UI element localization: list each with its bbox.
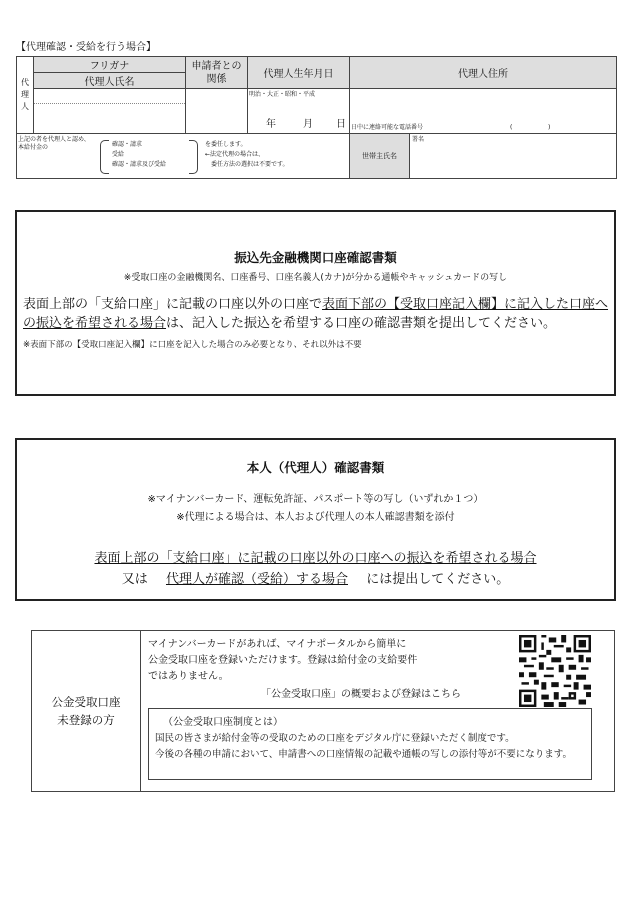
day-label: 日 — [336, 119, 346, 130]
id-line2-suffix: には提出してください。 — [366, 572, 510, 587]
id-line2-prefix: 又は — [121, 572, 148, 587]
name-label: 代理人氏名 — [34, 73, 186, 89]
public-account-table — [31, 630, 615, 792]
system-title: （公金受取口座制度とは） — [163, 717, 283, 728]
address-label: 代理人住所 — [350, 57, 617, 89]
id-box-line1 — [17, 547, 614, 566]
id-line2-underlined: 代理人が確認（受給）する場合 — [165, 572, 348, 587]
birthdate-input[interactable] — [248, 89, 350, 134]
public-account-left-label: 公金受取口座 未登録の方 — [32, 631, 141, 792]
agent-section-heading: 【代理確認・受給を行う場合】 — [16, 42, 156, 53]
signature-input[interactable] — [410, 134, 617, 179]
relation-input[interactable] — [186, 89, 248, 134]
bank-box-note: ※受取口座の金融機関名、口座番号、口座名義人(カナ)が分かる通帳やキャッシュカードの写し — [123, 273, 508, 283]
year-label: 年 — [266, 119, 276, 130]
bank-box-body — [23, 295, 610, 333]
furigana-label: フリガナ — [34, 57, 186, 73]
public-account-link[interactable]: 「公金受取口座」の概要および登録はこちら — [261, 689, 461, 700]
id-box-title: 本人（代理人）確認書類 — [246, 460, 385, 475]
delegation-cell — [17, 134, 350, 179]
bank-document-box — [15, 210, 616, 396]
system-explanation-box — [148, 708, 592, 780]
birthdate-label: 代理人生年月日 — [248, 57, 350, 89]
delegation-bracket-right — [189, 140, 198, 174]
delegation-intro: 上記の者を代理人と認め、 本給付金の — [18, 136, 90, 151]
bank-body-part2: 表面下部の【受取口座記入欄】に記入した口座への振込を希望される場合 — [23, 297, 609, 331]
relation-label: 申請者との 関係 — [186, 57, 248, 89]
phone-paren-close: ) — [548, 124, 551, 131]
mynaportal-text: マイナンバーカードがあれば、マイナポータルから簡単に 公金受取口座を登録いただけます。登録は給付金の支給要件 ではありません。 — [148, 639, 418, 682]
bank-body-part3: は、記入した振込を希望する口座の確認書類を提出してください。 — [166, 316, 557, 331]
household-head-label: 世帯主氏名 — [350, 134, 410, 179]
signature-label: 署名 — [412, 136, 425, 143]
delegation-note: を委任します。 ←法定代理の場合は、 委任方法の選択は不要です。 — [205, 141, 289, 168]
id-document-box — [15, 438, 616, 601]
phone-label: 日中に連絡可能な電話番号 — [351, 124, 424, 131]
furigana-input[interactable] — [34, 89, 185, 104]
address-input[interactable] — [350, 89, 617, 134]
phone-paren-open: ( — [510, 124, 513, 131]
bank-box-title: 振込先金融機関口座確認書類 — [234, 250, 397, 265]
bank-box-footnote: ※表面下部の【受取口座記入欄】に口座を記入した場合のみ必要となり、それ以外は不要 — [23, 340, 362, 350]
system-text: 国民の皆さまが給付金等の受取のための口座をデジタル庁に登録いただく制度です。 今後の各種の申請において、申請書への口座情報の記載や通帳の写しの添付等が不要になります。 — [155, 733, 573, 760]
agent-name-input[interactable] — [34, 89, 186, 134]
delegation-bracket-left — [100, 140, 109, 174]
id-line1-text: 表面上部の「支給口座」に記載の口座以外の口座への振込を希望される場合 — [94, 551, 537, 566]
delegation-options[interactable]: 確認・請求 受給 確認・請求及び受給 — [112, 141, 167, 168]
agent-side-label: 代 理 人 — [17, 57, 34, 134]
id-box-line2 — [17, 568, 614, 587]
bank-body-part1: 表面上部の「支給口座」に記載の口座以外の口座で — [23, 297, 323, 312]
public-account-info-cell — [141, 631, 615, 792]
era-options[interactable]: 明治・大正・昭和・平成 — [249, 91, 316, 98]
month-label: 月 — [303, 119, 313, 130]
id-box-note2: ※代理による場合は、本人および代理人の本人確認書類を添付 — [176, 512, 455, 523]
qr-code-icon[interactable] — [519, 635, 591, 707]
agent-table — [16, 56, 617, 179]
id-box-note1: ※マイナンバーカード、運転免許証、パスポート等の写し（いずれか１つ） — [147, 494, 484, 505]
